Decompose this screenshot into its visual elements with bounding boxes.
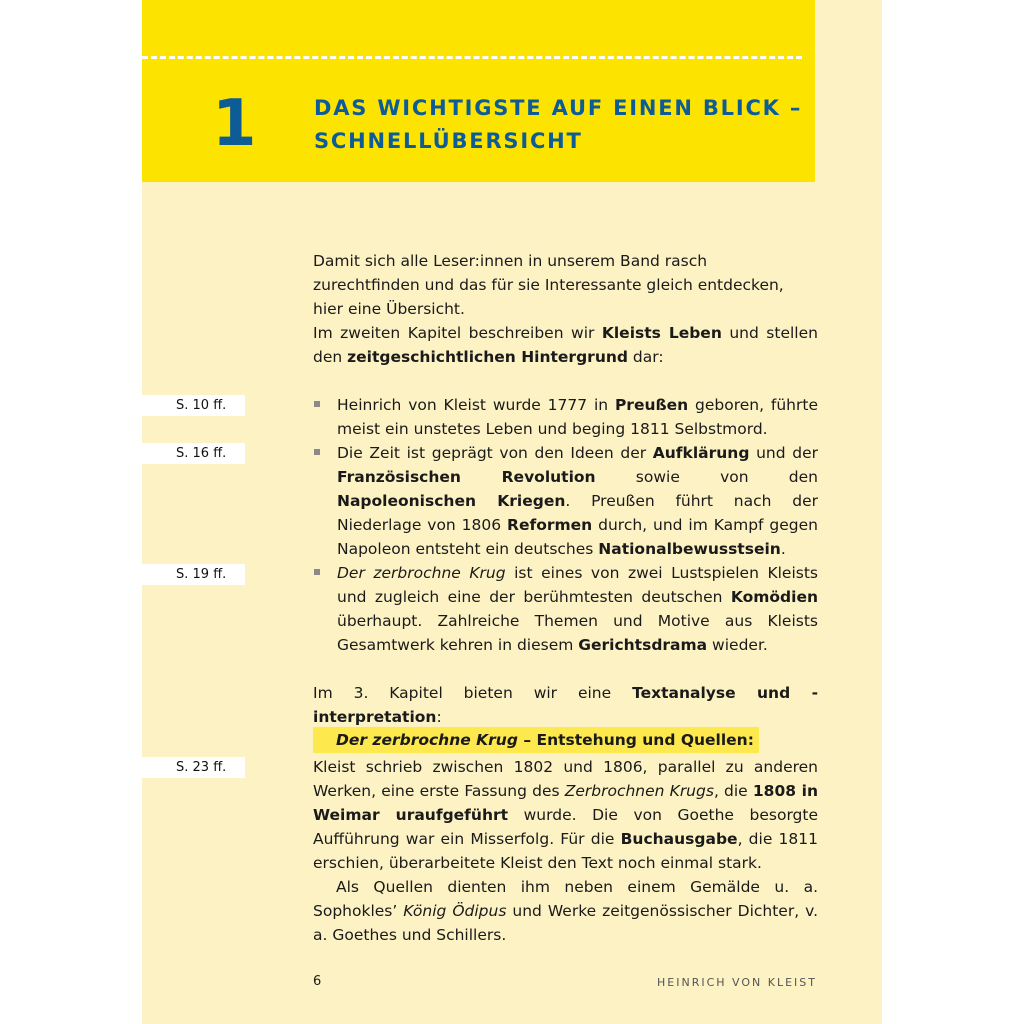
- bold-text: Preußen: [614, 396, 689, 414]
- chapter-title-line-1: DAS WICHTIGSTE AUF EINEN BLICK –: [314, 96, 803, 120]
- margin-page-reference: S. 10 ff.: [142, 395, 245, 416]
- text-run: geboren, führte meist ein unstetes Leben und beging 1811 Selbstmord.: [337, 396, 818, 438]
- margin-page-reference: S. 19 ff.: [142, 564, 245, 585]
- italic-text: Der zerbrochne Krug: [337, 564, 506, 582]
- chapter-title: [314, 92, 804, 158]
- text-run: , die 1811 erschien, überarbeitete Kleist den Text noch einmal stark.: [313, 830, 818, 872]
- text-run: Die Zeit ist geprägt von den Ideen der: [337, 444, 653, 462]
- bold-text: Nationalbewusstsein: [598, 540, 781, 558]
- chapter-header-band: [142, 0, 815, 182]
- bullet-item: [313, 561, 818, 657]
- bullet-text: [337, 564, 818, 654]
- text-run: – Entstehung und Quellen:: [517, 731, 754, 749]
- margin-page-reference: S. 16 ff.: [142, 443, 245, 464]
- bold-text: Aufklärung: [652, 444, 750, 462]
- book-page: [142, 0, 882, 1024]
- text-run: ist eines von zwei Lustspielen Kleists und zugleich eine der berühmtesten deutschen: [337, 564, 818, 606]
- text-run: Heinrich von Kleist wurde 1777 in: [337, 396, 615, 414]
- chapter-number: 1: [212, 87, 257, 161]
- bold-text: Französischen Revolution: [337, 468, 596, 486]
- bold-text: Gerichtsdrama: [578, 636, 708, 654]
- bullet-square-icon: [314, 401, 320, 407]
- text-run: wieder.: [707, 636, 768, 654]
- margin-page-reference: S. 23 ff.: [142, 757, 245, 778]
- section-body: [313, 755, 818, 947]
- bullet-item: [313, 441, 818, 561]
- text-run: Im zweiten Kapitel beschreiben wir: [313, 324, 602, 342]
- bold-text: Napoleonischen Kriegen: [337, 492, 566, 510]
- dashed-divider: [142, 56, 802, 59]
- bold-text: Kleists Leben: [601, 324, 722, 342]
- bold-text: Textanalyse und -interpretation: [313, 684, 819, 726]
- bullet-square-icon: [314, 569, 320, 575]
- chapter-2-intro-paragraph: [313, 321, 818, 369]
- text-run: dar:: [627, 348, 664, 366]
- italic-text: König Ödipus: [403, 902, 507, 920]
- text-run: , die: [713, 782, 753, 800]
- chapter-title-line-2: SCHNELLÜBERSICHT: [314, 129, 583, 153]
- text-run: und Werke zeitgenössischer Dichter, v. a. Goethes und Schillers.: [313, 902, 819, 944]
- chapter-3-intro-paragraph: [313, 681, 818, 729]
- text-run: und stellen den: [313, 324, 818, 366]
- italic-text: Zerbrochnen Krugs: [564, 782, 714, 800]
- text-run: :: [436, 708, 442, 726]
- footer-running-title: HEINRICH VON KLEIST: [657, 976, 817, 989]
- bold-text: Komödien: [730, 588, 818, 606]
- text-run: überhaupt. Zahlreiche Themen und Motive aus Kleists Gesamtwerk kehren in diesem: [337, 612, 818, 654]
- text-run: durch, und im Kampf gegen Napoleon entsteht ein deutsches: [337, 516, 818, 558]
- text-run: sowie von den: [595, 468, 818, 486]
- text-run: Kleist schrieb zwischen 1802 und 1806, parallel zu anderen Werken, eine erste Fassung des: [313, 758, 818, 800]
- text-run: wurde. Die von Goethe besorgte Aufführung war ein Misserfolg. Für die: [313, 806, 819, 848]
- italic-text: Der zerbrochne Krug: [336, 731, 518, 749]
- text-run: Damit sich alle Leser:innen in unserem Band rasch zurechtfinden und das für sie Interessante gleich entdecken, hier eine Übersicht.: [313, 252, 784, 318]
- text-run: Im 3. Kapitel bieten wir eine: [313, 684, 633, 702]
- section-paragraph-2: [313, 875, 818, 947]
- intro-paragraph: [313, 249, 818, 321]
- bullet-text: [337, 444, 818, 558]
- bullet-item: [313, 393, 818, 441]
- footer-page-number: 6: [313, 974, 322, 989]
- bold-text: zeitgeschichtlichen Hintergrund: [347, 348, 628, 366]
- text-run: .: [780, 540, 786, 558]
- bold-text: Buchausgabe: [620, 830, 738, 848]
- bullet-square-icon: [314, 449, 320, 455]
- text-run: und der: [749, 444, 818, 462]
- summary-bullet-list: [313, 393, 818, 657]
- section-heading: [336, 729, 754, 751]
- bullet-text: [337, 396, 818, 438]
- text-run: . Preußen führt nach der Niederlage von 1806: [337, 492, 818, 534]
- text-run: Als Quellen dienten ihm neben einem Gemälde u. a. Sophokles’: [313, 878, 818, 920]
- bold-text: 1808 in Weimar uraufgeführt: [313, 782, 818, 824]
- bold-text: Reformen: [507, 516, 593, 534]
- section-paragraph-1: [313, 755, 818, 875]
